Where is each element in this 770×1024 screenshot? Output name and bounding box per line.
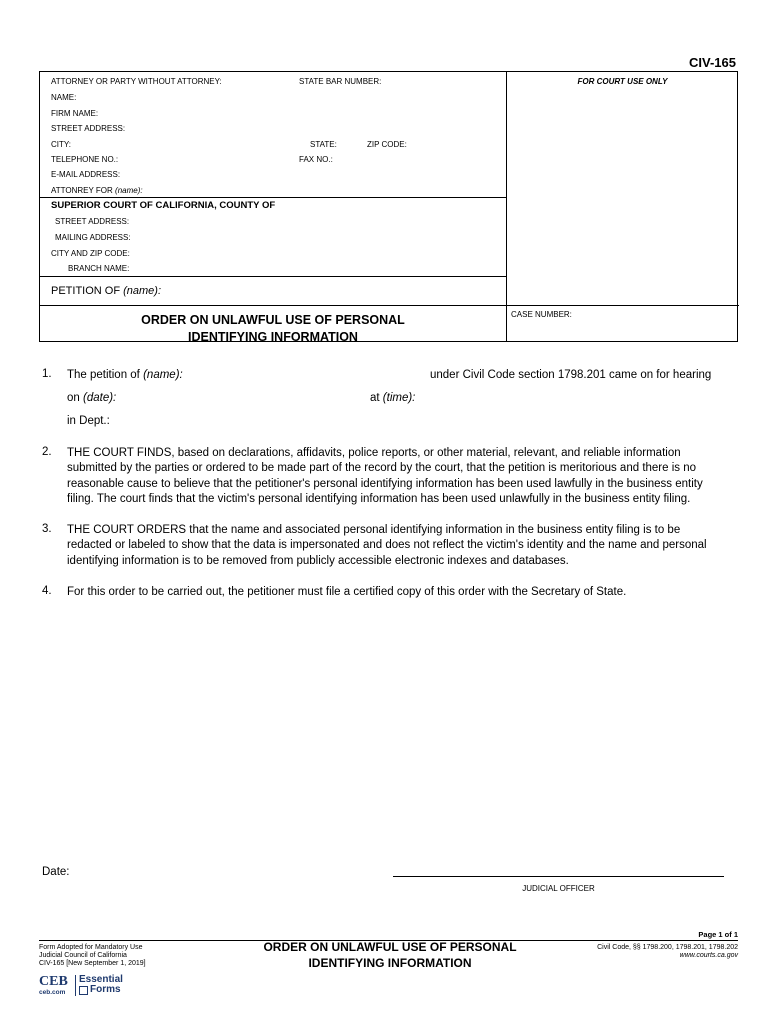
attorney-label: ATTORNEY OR PARTY WITHOUT ATTORNEY:: [51, 77, 222, 86]
branch-label[interactable]: BRANCH NAME:: [68, 264, 130, 273]
footer-council: Judicial Council of California: [39, 952, 127, 959]
telephone-label[interactable]: TELEPHONE NO.:: [51, 155, 119, 164]
mailing-label[interactable]: MAILING ADDRESS:: [55, 233, 131, 242]
caption-divider: [506, 72, 507, 342]
logo-essential: Essential: [79, 974, 123, 985]
firm-label[interactable]: FIRM NAME:: [51, 109, 99, 118]
petition-label[interactable]: PETITION OF (name):: [51, 285, 162, 297]
logo-divider: [75, 975, 76, 996]
city-zip-label[interactable]: CITY AND ZIP CODE:: [51, 249, 130, 258]
attorney-for-label[interactable]: ATTONREY FOR (name):: [51, 186, 143, 195]
item-1-statute: under Civil Code section 1798.201 came on for hearing: [430, 369, 712, 381]
logo-site: ceb.com: [39, 989, 66, 996]
court-use-label: FOR COURT USE ONLY: [577, 77, 668, 86]
item-2-number: 2.: [42, 446, 52, 458]
item-1-time[interactable]: at (time):: [370, 392, 416, 404]
street-label[interactable]: STREET ADDRESS:: [51, 124, 126, 133]
footer-title-line-2: IDENTIFYING INFORMATION: [308, 956, 472, 970]
item-1-date[interactable]: on (date):: [67, 392, 117, 404]
title-line-2: IDENTIFYING INFORMATION: [188, 330, 358, 344]
logo-forms-icon: [79, 986, 88, 995]
zip-label[interactable]: ZIP CODE:: [367, 140, 407, 149]
item-3-number: 3.: [42, 523, 52, 535]
footer-left: [39, 944, 146, 968]
divider-attorney-court: [40, 197, 506, 198]
item-1-number: 1.: [42, 368, 52, 380]
footer-title: [240, 939, 540, 971]
item-4-number: 4.: [42, 585, 52, 597]
state-bar-label: STATE BAR NUMBER:: [299, 77, 382, 86]
state-label[interactable]: STATE:: [310, 140, 337, 149]
divider-court-petition: [40, 276, 506, 277]
form-title: [40, 312, 506, 346]
signature-line[interactable]: [393, 876, 724, 877]
ceb-logo: [39, 974, 131, 998]
footer-adopted: Form Adopted for Mandatory Use: [39, 944, 143, 951]
date-label[interactable]: Date:: [42, 866, 70, 878]
name-label[interactable]: NAME:: [51, 93, 77, 102]
footer-website[interactable]: www.courts.ca.gov: [679, 952, 738, 959]
fax-label[interactable]: FAX NO.:: [299, 155, 333, 164]
divider-petition-title: [40, 305, 739, 306]
item-2-text: THE COURT FINDS, based on declarations, affidavits, police reports, or other material, relevant, and reliable information submitted by the parties or ordered to be made part of the record by the court, that the petition is meritorious and there is no reasonable cause to believe that the petitioner's personal identifying information has been used lawfully in the business entity filing. The court finds that the victim's personal identifying information has been used unlawfully in the business entity filing.: [67, 447, 703, 506]
court-label: SUPERIOR COURT OF CALIFORNIA, COUNTY OF: [51, 200, 276, 211]
page-number: Page 1 of 1: [698, 930, 738, 939]
logo-ceb: CEB: [39, 974, 68, 989]
caption-box: [39, 71, 738, 342]
item-1-petition[interactable]: The petition of (name):: [67, 369, 183, 381]
form-code: CIV-165: [689, 55, 736, 70]
item-3-text: THE COURT ORDERS that the name and associated personal identifying information in the business entity filing is to be redacted or labeled to show that the data is impersonated and does not reflect the victim's identity and the name and personal identifying information is to be removed from publicly accessible electronic indexes and databases.: [67, 524, 707, 567]
title-line-1: ORDER ON UNLAWFUL USE OF PERSONAL: [141, 313, 405, 327]
email-label[interactable]: E-MAIL ADDRESS:: [51, 170, 121, 179]
item-1-dept[interactable]: in Dept.:: [67, 415, 110, 427]
footer-form-id: CIV-165 [New September 1, 2019]: [39, 960, 146, 967]
judicial-officer-label: JUDICIAL OFFICER: [522, 884, 595, 893]
court-street-label[interactable]: STREET ADDRESS:: [55, 217, 130, 226]
footer-citation: Civil Code, §§ 1798.200, 1798.201, 1798.202: [597, 944, 738, 951]
footer-title-line-1: ORDER ON UNLAWFUL USE OF PERSONAL: [263, 940, 517, 954]
city-label[interactable]: CITY:: [51, 140, 72, 149]
item-4-text: For this order to be carried out, the petitioner must file a certified copy of this order with the Secretary of State.: [67, 586, 627, 598]
footer-right: [597, 944, 738, 960]
logo-forms: Forms: [90, 984, 121, 995]
case-number-label[interactable]: CASE NUMBER:: [511, 310, 572, 319]
